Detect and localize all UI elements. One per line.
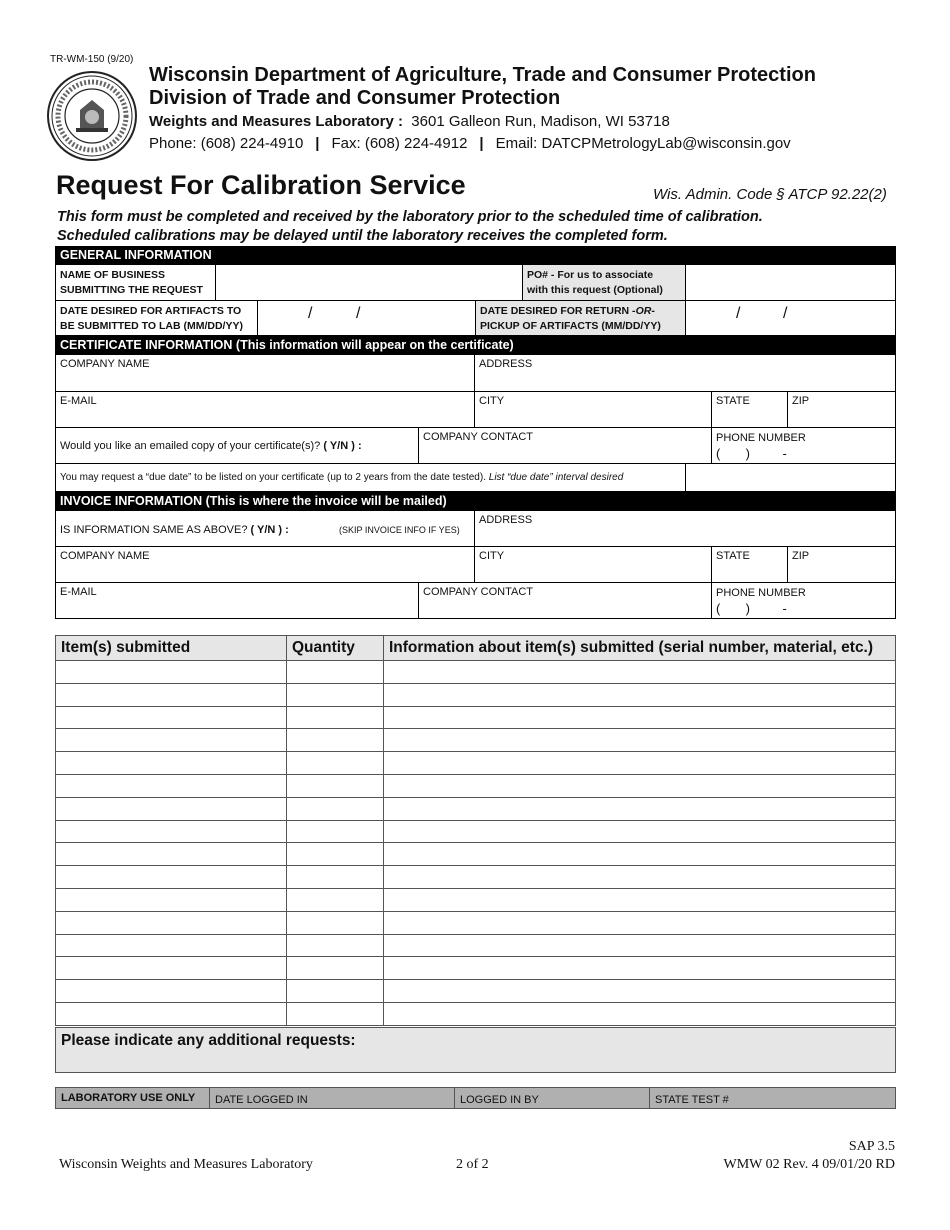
item-cell[interactable] xyxy=(56,797,287,820)
lab-phone: Phone: (608) 224-4910 xyxy=(149,135,304,152)
quantity-cell[interactable] xyxy=(287,980,384,1003)
inv-same-row xyxy=(55,511,896,547)
table-row xyxy=(56,797,896,820)
info-cell[interactable] xyxy=(384,706,896,729)
info-cell[interactable] xyxy=(384,1002,896,1025)
table-row xyxy=(56,934,896,957)
info-cell[interactable] xyxy=(384,729,896,752)
col-quantity: Quantity xyxy=(287,636,384,661)
po-number-field[interactable] xyxy=(685,265,895,300)
inv-phone-field[interactable] xyxy=(711,583,895,618)
state-seal-logo xyxy=(46,70,138,162)
inv-email-row xyxy=(55,583,896,619)
inv-state-field[interactable] xyxy=(711,547,787,582)
table-row xyxy=(56,752,896,775)
info-cell[interactable] xyxy=(384,843,896,866)
item-cell[interactable] xyxy=(56,1002,287,1025)
quantity-cell[interactable] xyxy=(287,661,384,684)
cert-address-field[interactable] xyxy=(474,355,895,391)
date-logged-field: DATE LOGGED IN xyxy=(209,1088,454,1108)
info-cell[interactable] xyxy=(384,866,896,889)
field-label: STATE xyxy=(716,550,750,562)
date-submit-label xyxy=(56,301,257,335)
additional-requests-label: Please indicate any additional requests: xyxy=(61,1032,356,1049)
inv-zip-field[interactable] xyxy=(787,547,895,582)
due-date-instruction: List “due date” interval desired xyxy=(488,472,624,483)
item-cell[interactable] xyxy=(56,752,287,775)
inv-address-field[interactable] xyxy=(474,511,895,546)
instructions xyxy=(57,208,763,246)
item-cell[interactable] xyxy=(56,820,287,843)
table-row xyxy=(56,706,896,729)
date-separator: / xyxy=(783,305,788,322)
lab-fax: Fax: (608) 224-4912 xyxy=(331,135,468,152)
col-item-information: Information about item(s) submitted (serial number, material, etc.) xyxy=(384,636,896,661)
field-label: E-MAIL xyxy=(60,395,97,407)
lab-use-label: LABORATORY USE ONLY xyxy=(61,1092,196,1104)
date-separator: / xyxy=(308,305,313,322)
lab-name: Weights and Measures Laboratory : xyxy=(149,113,403,130)
business-row xyxy=(55,265,896,301)
date-separator: / xyxy=(356,305,361,322)
item-cell[interactable] xyxy=(56,683,287,706)
field-label: COMPANY CONTACT xyxy=(423,431,534,443)
quantity-cell[interactable] xyxy=(287,934,384,957)
dates-row xyxy=(55,301,896,336)
item-cell[interactable] xyxy=(56,957,287,980)
instruction-line: This form must be completed and received by the laboratory prior to the scheduled time of calibration. xyxy=(57,209,763,225)
field-label: ADDRESS xyxy=(479,514,533,526)
info-cell[interactable] xyxy=(384,820,896,843)
agency-name: Wisconsin Department of Agriculture, Trade and Consumer Protection xyxy=(149,64,816,86)
item-cell[interactable] xyxy=(56,980,287,1003)
label-line: BE SUBMITTED TO LAB (MM/DD/YY) xyxy=(60,320,243,332)
same-as-above-question[interactable] xyxy=(56,511,474,546)
cert-company-name-field[interactable] xyxy=(56,355,474,391)
question-text: Would you like an emailed copy of your certificate(s)? xyxy=(60,440,324,452)
field-label: ZIP xyxy=(792,550,810,562)
business-name-label xyxy=(56,265,215,300)
item-cell[interactable] xyxy=(56,911,287,934)
table-row xyxy=(56,1002,896,1025)
label-or: OR- xyxy=(635,305,655,317)
info-cell[interactable] xyxy=(384,911,896,934)
due-date-field[interactable] xyxy=(685,464,895,491)
invoice-info-heading: INVOICE INFORMATION (This is where the invoice will be mailed) xyxy=(55,492,896,511)
lab-email: Email: DATCPMetrologyLab@wisconsin.gov xyxy=(495,135,791,152)
footer-org: Wisconsin Weights and Measures Laboratory xyxy=(59,1157,313,1172)
item-cell[interactable] xyxy=(56,661,287,684)
info-cell[interactable] xyxy=(384,661,896,684)
separator: | xyxy=(479,135,484,152)
field-label: CITY xyxy=(479,550,505,562)
info-cell[interactable] xyxy=(384,888,896,911)
table-row xyxy=(56,820,896,843)
field-label: ADDRESS xyxy=(479,358,533,370)
state-test-field: STATE TEST # xyxy=(649,1088,895,1108)
field-label: COMPANY NAME xyxy=(60,550,150,562)
quantity-cell[interactable] xyxy=(287,774,384,797)
table-row xyxy=(56,774,896,797)
table-row xyxy=(56,843,896,866)
field-label: STATE xyxy=(716,395,750,407)
info-cell[interactable] xyxy=(384,774,896,797)
field-label: COMPANY NAME xyxy=(60,358,150,370)
po-label xyxy=(522,265,685,300)
field-label: ZIP xyxy=(792,395,810,407)
phone-format: ( ) - xyxy=(716,446,787,461)
item-cell[interactable] xyxy=(56,888,287,911)
cert-state-field[interactable] xyxy=(711,392,787,427)
table-row xyxy=(56,980,896,1003)
contact-line xyxy=(149,135,791,152)
inv-company-name-field[interactable] xyxy=(56,547,474,582)
general-info-heading: GENERAL INFORMATION xyxy=(55,246,896,265)
cert-zip-field[interactable] xyxy=(787,392,895,427)
quantity-cell[interactable] xyxy=(287,752,384,775)
lab-address-line xyxy=(149,113,670,130)
logged-by-field: LOGGED IN BY xyxy=(454,1088,649,1108)
date-return-field[interactable] xyxy=(685,301,895,335)
table-row xyxy=(56,888,896,911)
lab-use-strip xyxy=(55,1087,896,1109)
quantity-cell[interactable] xyxy=(287,866,384,889)
yn-label: ( Y/N ) : xyxy=(323,440,362,452)
instruction-line: Scheduled calibrations may be delayed until the laboratory receives the completed form. xyxy=(57,228,668,244)
table-row xyxy=(56,729,896,752)
info-cell[interactable] xyxy=(384,683,896,706)
item-cell[interactable] xyxy=(56,866,287,889)
page-number: 2 of 2 xyxy=(456,1157,489,1172)
request-form xyxy=(55,246,896,619)
label-line: SUBMITTING THE REQUEST xyxy=(60,284,203,296)
question-text: IS INFORMATION SAME AS ABOVE? xyxy=(60,524,251,536)
quantity-cell[interactable] xyxy=(287,683,384,706)
cert-email-field[interactable] xyxy=(56,392,474,427)
footer-sap: SAP 3.5 xyxy=(848,1139,895,1154)
quantity-cell[interactable] xyxy=(287,911,384,934)
col-items-submitted: Item(s) submitted xyxy=(56,636,287,661)
field-label: COMPANY CONTACT xyxy=(423,586,534,598)
due-date-description: You may request a “due date” to be listed on your certificate (up to 2 years from the date tested). xyxy=(60,472,489,483)
items-header-row xyxy=(56,636,896,661)
phone-format: ( ) - xyxy=(716,601,787,616)
label-line xyxy=(480,304,681,319)
field-label: PHONE NUMBER xyxy=(716,432,806,444)
division-name: Division of Trade and Consumer Protection xyxy=(149,87,561,109)
item-cell[interactable] xyxy=(56,729,287,752)
item-cell[interactable] xyxy=(56,706,287,729)
date-return-label xyxy=(475,301,685,335)
yn-label: ( Y/N ) : xyxy=(250,524,289,536)
items-body xyxy=(56,661,896,1026)
field-label: E-MAIL xyxy=(60,586,97,598)
item-cell[interactable] xyxy=(56,843,287,866)
table-row xyxy=(56,957,896,980)
field-label: CITY xyxy=(479,395,505,407)
lab-address: 3601 Galleon Run, Madison, WI 53718 xyxy=(411,113,670,130)
info-cell[interactable] xyxy=(384,752,896,775)
table-row xyxy=(56,866,896,889)
table-row xyxy=(56,911,896,934)
label-line: DATE DESIRED FOR ARTIFACTS TO xyxy=(60,305,242,317)
cert-company-row xyxy=(55,355,896,392)
business-name-field[interactable] xyxy=(215,265,522,300)
inv-email-field[interactable] xyxy=(56,583,418,618)
label-line: PICKUP OF ARTIFACTS (MM/DD/YY) xyxy=(480,320,661,332)
due-date-text xyxy=(56,464,685,491)
item-cell[interactable] xyxy=(56,934,287,957)
quantity-cell[interactable] xyxy=(287,888,384,911)
footer-revision: WMW 02 Rev. 4 09/01/20 RD xyxy=(723,1157,895,1172)
quantity-cell[interactable] xyxy=(287,1002,384,1025)
label-line: with this request (Optional) xyxy=(527,284,663,296)
form-code: TR-WM-150 (9/20) xyxy=(50,54,134,65)
cert-contact-row xyxy=(55,428,896,464)
inv-company-contact-field[interactable] xyxy=(418,583,711,618)
table-row xyxy=(56,683,896,706)
info-cell[interactable] xyxy=(384,957,896,980)
cert-company-contact-field[interactable] xyxy=(418,428,711,463)
date-separator: / xyxy=(736,305,741,322)
item-cell[interactable] xyxy=(56,774,287,797)
info-cell[interactable] xyxy=(384,797,896,820)
cert-city-field[interactable] xyxy=(474,392,711,427)
page-title: Request For Calibration Service xyxy=(56,170,466,200)
quantity-cell[interactable] xyxy=(287,820,384,843)
quantity-cell[interactable] xyxy=(287,729,384,752)
quantity-cell[interactable] xyxy=(287,706,384,729)
additional-requests-field[interactable] xyxy=(55,1027,896,1073)
certificate-info-heading: CERTIFICATE INFORMATION (This information will appear on the certificate) xyxy=(55,336,896,355)
label-text: DATE DESIRED FOR RETURN - xyxy=(480,305,636,317)
label-line: NAME OF BUSINESS xyxy=(60,269,166,281)
info-cell[interactable] xyxy=(384,980,896,1003)
date-submit-field[interactable] xyxy=(257,301,475,335)
cert-phone-field[interactable] xyxy=(711,428,895,463)
items-table xyxy=(55,635,896,1026)
emailed-copy-question[interactable] xyxy=(56,428,418,463)
separator: | xyxy=(315,135,320,152)
admin-code: Wis. Admin. Code § ATCP 92.22(2) xyxy=(653,186,887,203)
info-cell[interactable] xyxy=(384,934,896,957)
quantity-cell[interactable] xyxy=(287,843,384,866)
quantity-cell[interactable] xyxy=(287,957,384,980)
label-line: PO# - For us to associate xyxy=(527,269,654,281)
skip-note: (SKIP INVOICE INFO IF YES) xyxy=(339,525,460,535)
quantity-cell[interactable] xyxy=(287,797,384,820)
due-date-row xyxy=(55,464,896,492)
inv-city-field[interactable] xyxy=(474,547,711,582)
field-label: PHONE NUMBER xyxy=(716,587,806,599)
cert-email-row xyxy=(55,392,896,428)
table-row xyxy=(56,661,896,684)
inv-company-row xyxy=(55,547,896,583)
